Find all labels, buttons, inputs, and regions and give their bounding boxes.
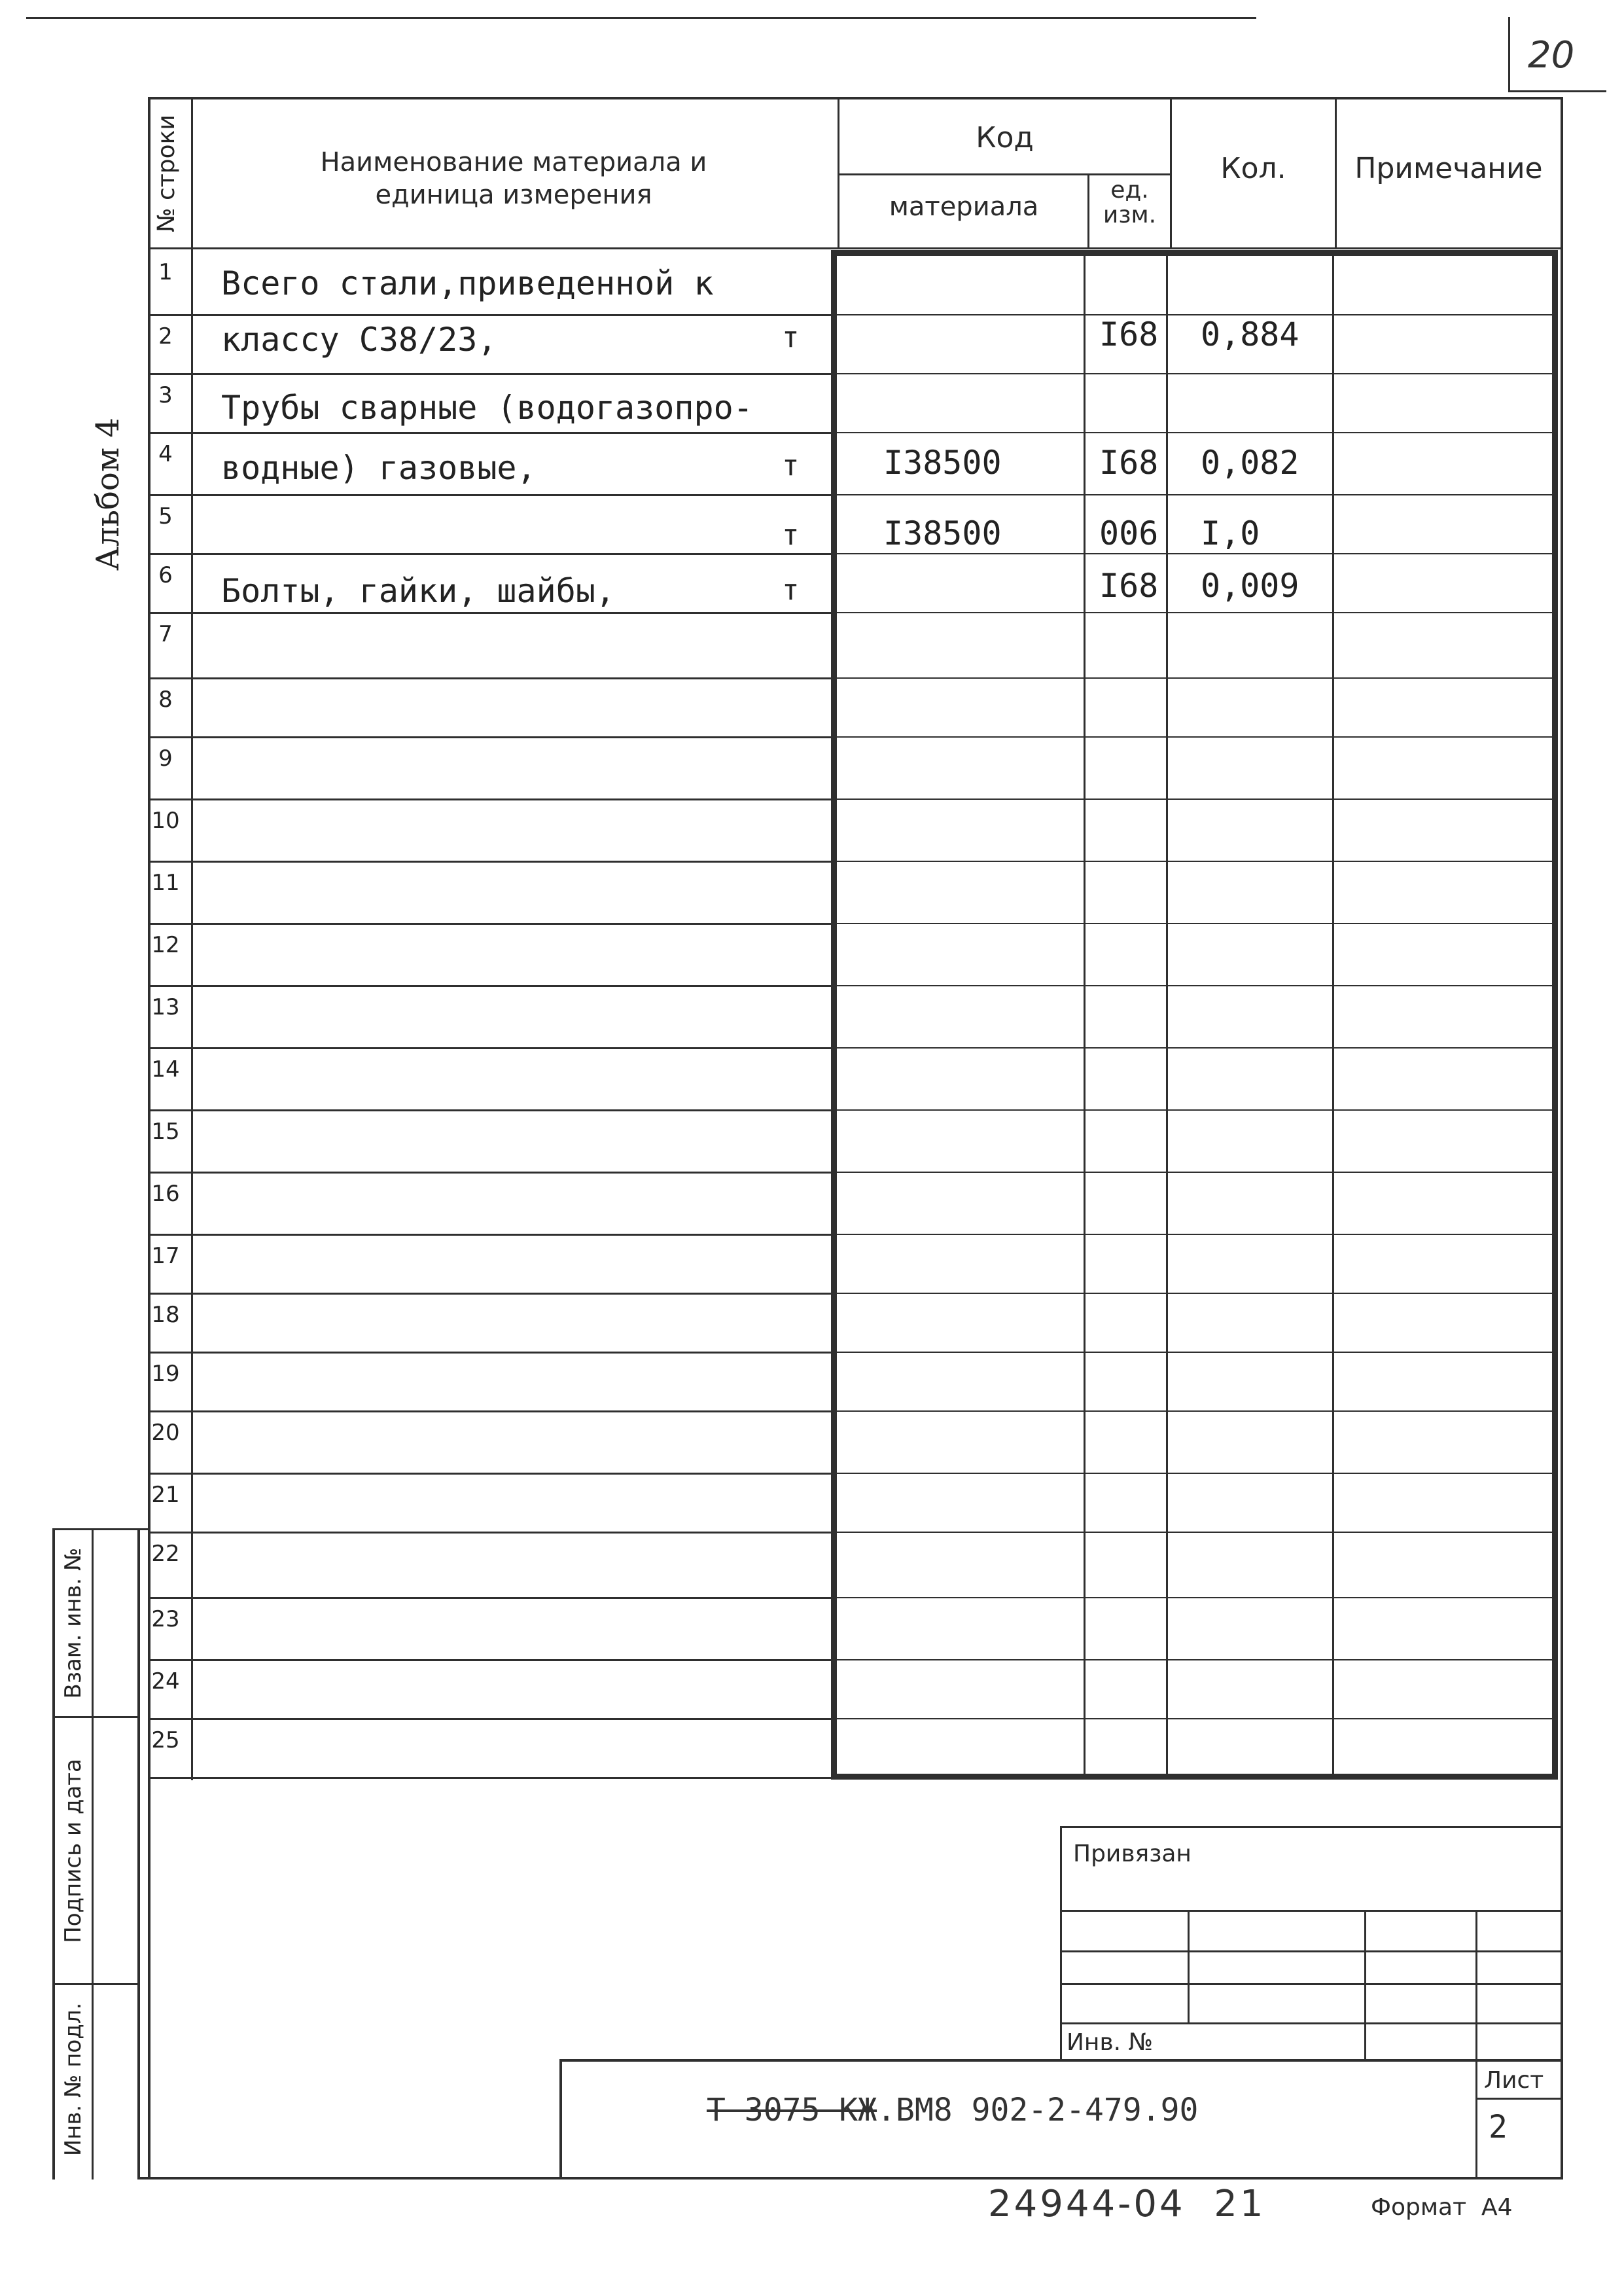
header-name-line2: единица измерения xyxy=(375,180,652,210)
row-line-right xyxy=(837,612,1557,613)
stamp-top xyxy=(52,1528,149,1530)
row-number: 18 xyxy=(151,1302,180,1328)
row-line-right xyxy=(837,985,1557,986)
row-line-right xyxy=(837,314,1557,315)
row-number: 21 xyxy=(151,1482,180,1508)
row-number: 5 xyxy=(158,503,173,529)
row-line-right xyxy=(837,736,1557,738)
row5-unit-letter: т xyxy=(782,518,800,552)
row-line xyxy=(148,861,835,863)
body-divider-qty xyxy=(1166,250,1168,1778)
tb-v-2 xyxy=(1364,1910,1366,2062)
row5-unit: 006 xyxy=(1099,514,1159,552)
header-material: материала xyxy=(889,192,1039,222)
doc-block-left xyxy=(559,2059,562,2179)
row-line xyxy=(148,1234,835,1236)
row6-qty: 0,009 xyxy=(1201,567,1299,605)
row-line xyxy=(148,1109,835,1111)
tb-privyazan-left xyxy=(1060,1826,1062,2062)
row-line-right xyxy=(837,373,1557,374)
row-line-right xyxy=(837,1172,1557,1173)
album-label: Альбом 4 xyxy=(90,418,126,571)
row-number: 15 xyxy=(151,1119,180,1145)
row-number: 22 xyxy=(151,1541,180,1567)
row-number: 14 xyxy=(151,1056,180,1083)
row-number: 25 xyxy=(151,1727,180,1753)
row-line xyxy=(148,1410,835,1412)
row-number: 20 xyxy=(151,1420,180,1446)
row-line-right xyxy=(837,494,1557,495)
tb-row-3 xyxy=(1060,1983,1561,1985)
row-line xyxy=(148,314,835,316)
stamp-inv-podl: Инв. № подл. xyxy=(60,2002,86,2157)
row-line xyxy=(148,612,835,614)
row4-unit: I68 xyxy=(1099,444,1159,482)
row-line xyxy=(148,1172,835,1174)
row-line-right xyxy=(837,861,1557,862)
tb-row-2 xyxy=(1060,1950,1561,1952)
row-number: 3 xyxy=(158,382,173,408)
footer-format: Формат А4 xyxy=(1371,2194,1513,2221)
sheet-corner-number: 20 xyxy=(1528,34,1575,77)
row-line xyxy=(148,432,835,434)
row-line-right xyxy=(837,798,1557,800)
row6-unit-letter: т xyxy=(782,573,800,607)
row-line-right xyxy=(837,1659,1557,1660)
row-line-right xyxy=(837,1352,1557,1353)
header-unit-line2: изм. xyxy=(1103,202,1157,228)
row-line-right xyxy=(837,1410,1557,1412)
row-line xyxy=(148,1047,835,1049)
row-line xyxy=(148,677,835,679)
tb-privyazan-top xyxy=(1060,1826,1561,1828)
row-number: 19 xyxy=(151,1361,180,1387)
stamp-col-divider xyxy=(92,1528,94,2179)
row-line-right xyxy=(837,1597,1557,1598)
header-row-no: № строки xyxy=(153,115,180,232)
row-number: 17 xyxy=(151,1243,180,1269)
row-number: 4 xyxy=(158,441,173,467)
stamp-outer-left xyxy=(52,1528,55,2179)
row4-qty: 0,082 xyxy=(1201,444,1299,482)
header-code-split xyxy=(838,173,1171,175)
row2-unit: I68 xyxy=(1099,315,1159,353)
row-line-right xyxy=(837,553,1557,554)
row-line xyxy=(148,923,835,925)
row-line xyxy=(148,494,835,496)
header-note: Примечание xyxy=(1354,152,1543,185)
row-line xyxy=(148,1597,835,1599)
row-number: 23 xyxy=(151,1606,180,1632)
row-line xyxy=(148,1352,835,1354)
header-divider-2 xyxy=(838,97,839,247)
row-number: 24 xyxy=(151,1668,180,1695)
corner-horizontal-rule xyxy=(1508,90,1606,92)
row-line-right xyxy=(837,1047,1557,1049)
row-line xyxy=(148,798,835,800)
row5-material: I38500 xyxy=(883,514,1002,552)
thick-box-left xyxy=(831,250,837,1778)
doc-code xyxy=(707,2092,1198,2128)
row1-name: Всего стали,приведенной к xyxy=(221,264,714,302)
header-divider-1 xyxy=(191,97,193,1780)
header-unit-line1: ед. xyxy=(1110,177,1149,204)
row-line xyxy=(148,1532,835,1534)
row4-unit-letter: т xyxy=(782,449,800,482)
row2-qty: 0,884 xyxy=(1201,315,1299,353)
row-number: 12 xyxy=(151,932,180,958)
row-line-right xyxy=(837,1109,1557,1111)
row-line-right xyxy=(837,1293,1557,1294)
row5-qty: I,0 xyxy=(1201,514,1260,552)
top-rule xyxy=(26,17,1256,19)
tb-v-1 xyxy=(1188,1910,1190,2022)
row-line-right xyxy=(837,1234,1557,1235)
row-number: 9 xyxy=(158,745,173,772)
row-number: 11 xyxy=(151,870,180,896)
row-line-right xyxy=(837,1718,1557,1719)
corner-vertical-rule xyxy=(1508,17,1510,90)
row-line xyxy=(148,1659,835,1661)
row-line xyxy=(148,373,835,375)
row6-name: Болты, гайки, шайбы, xyxy=(221,572,616,610)
doc-block-list-div xyxy=(1475,2098,1561,2100)
tb-inv-no: Инв. № xyxy=(1067,2029,1154,2056)
row-line xyxy=(148,1777,835,1779)
stamp-right xyxy=(137,1528,140,2179)
row3-name: Трубы сварные (водогазопро- xyxy=(221,389,753,427)
row-line xyxy=(148,1473,835,1475)
tb-list-label: Лист xyxy=(1484,2067,1544,2094)
row-line xyxy=(148,1718,835,1720)
row-number: 1 xyxy=(158,259,173,285)
footer-handwritten-no: 24944-04 21 xyxy=(988,2183,1266,2225)
doc-code-rest: .ВМ8 902-2-479.90 xyxy=(877,2092,1199,2128)
tb-list-no: 2 xyxy=(1489,2109,1508,2145)
row-number: 8 xyxy=(158,687,173,713)
row4-name: водные) газовые, xyxy=(221,449,537,487)
row-number: 16 xyxy=(151,1181,180,1207)
row2-unit-letter: т xyxy=(782,321,800,354)
stamp-podpis: Подпись и дата xyxy=(60,1759,86,1943)
thick-box-top xyxy=(831,250,1558,256)
frame-bottom xyxy=(137,2177,1563,2179)
row-number: 6 xyxy=(158,562,173,588)
stamp-vzam: Взам. инв. № xyxy=(60,1547,86,1699)
row-line xyxy=(148,985,835,987)
row2-name: классу С38/23, xyxy=(221,321,497,359)
row-number: 7 xyxy=(158,621,173,647)
row-number: 10 xyxy=(151,808,180,834)
row-line xyxy=(148,1293,835,1295)
frame-top xyxy=(148,97,1561,99)
header-name-line1: Наименование материала и xyxy=(320,147,707,177)
row-line-right xyxy=(837,1473,1557,1474)
row-line-right xyxy=(837,1532,1557,1533)
row-line xyxy=(148,736,835,738)
row-line-right xyxy=(837,923,1557,924)
doc-block-top xyxy=(559,2059,1561,2062)
row-line-right xyxy=(837,432,1557,433)
tb-privyazan: Привязан xyxy=(1073,1840,1192,1867)
thick-box-right xyxy=(1552,250,1558,1778)
stamp-div-1 xyxy=(52,1716,140,1718)
row-line-right xyxy=(837,1777,1557,1778)
tb-row-4 xyxy=(1060,2022,1561,2024)
row-line xyxy=(148,553,835,555)
row-line-right xyxy=(837,677,1557,679)
header-bottom-line xyxy=(148,247,1561,249)
frame-right xyxy=(1561,97,1563,2179)
tb-row-1 xyxy=(1060,1910,1561,1912)
tb-v-3 xyxy=(1475,1910,1477,2179)
header-qty: Кол. xyxy=(1220,152,1286,185)
body-divider-note xyxy=(1332,250,1334,1778)
row6-unit: I68 xyxy=(1099,567,1159,605)
row-number: 2 xyxy=(158,323,173,350)
body-divider-unit xyxy=(1084,250,1086,1778)
row-number: 13 xyxy=(151,994,180,1020)
row4-material: I38500 xyxy=(883,444,1002,482)
doc-code-struck: Т 3075 КЖ xyxy=(707,2092,877,2128)
header-code: Код xyxy=(976,121,1034,154)
